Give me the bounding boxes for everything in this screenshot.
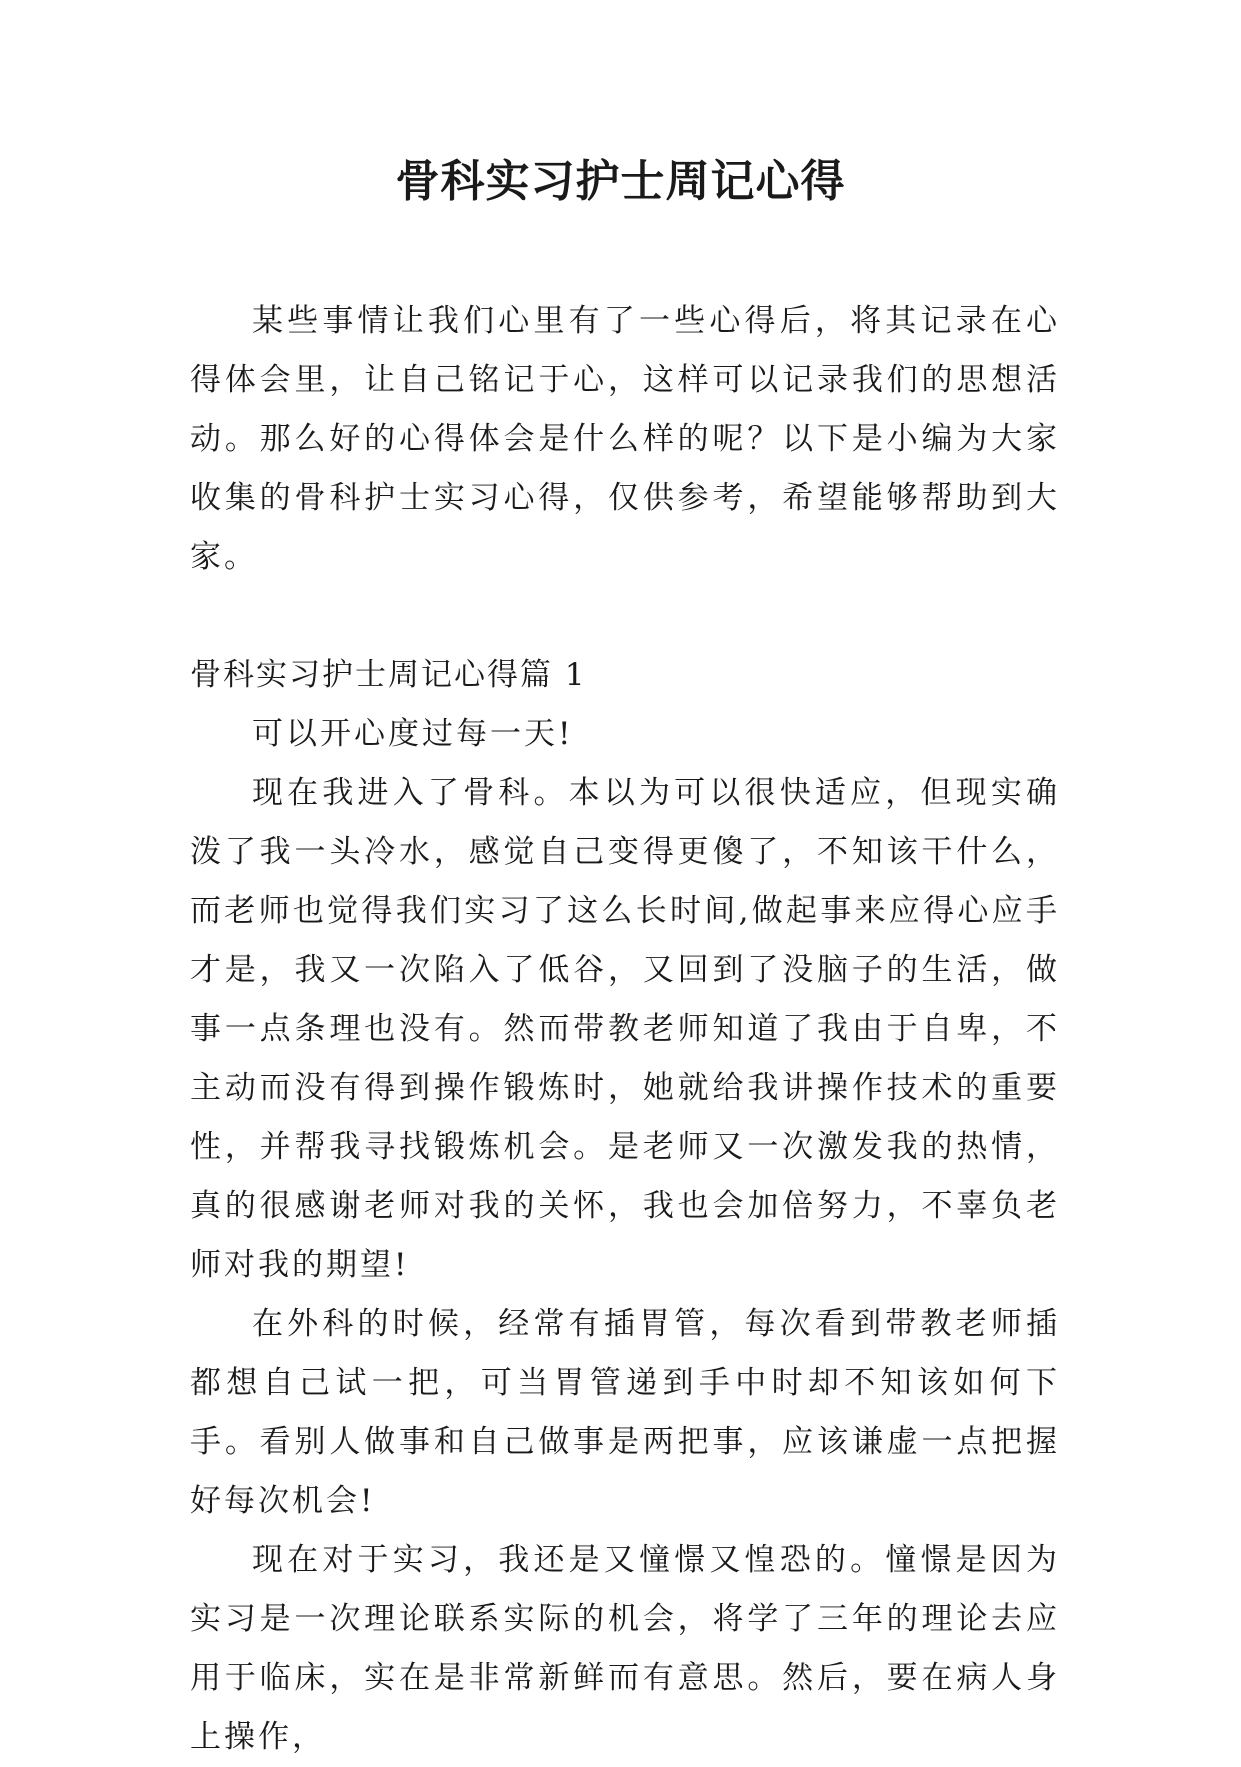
section-heading: 骨科实习护士周记心得篇 1 [190,657,587,693]
body-paragraph: 现在对于实习，我还是又憧憬又惶恐的。憧憬是因为实习是一次理论联系实际的机会，将学了三年的理论去应用于临床，实在是非常新鲜而有意思。然后，要在病人身上操作， [190,1542,1060,1755]
document-body [190,292,1060,1767]
body-paragraph: 在外科的时候，经常有插胃管，每次看到带教老师插都想自己试一把，可当胃管递到手中时却不知该如何下手。看别人做事和自己做事是两把事，应该谦虚一点把握好每次机会! [190,1306,1060,1519]
body-paragraph: 现在我进入了骨科。本以为可以很快适应，但现实确泼了我一头冷水，感觉自己变得更傻了，不知该干什么，而老师也觉得我们实习了这么长时间,做起事来应得心应手才是，我又一次陷入了低谷，又回到了没脑子的生活，做事一点条理也没有。然而带教老师知道了我由于自卑，不主动而没有得到操作锻炼时，她就给我讲操作技术的重要性，并帮我寻找锻炼机会。是老师又一次激发我的热情，真的很感谢老师对我的关怀，我也会加倍努力，不辜负老师对我的期望! [190,775,1060,1283]
body-paragraph: 可以开心度过每一天! [252,716,574,752]
document-title: 骨科实习护士周记心得 [395,156,846,207]
intro-paragraph: 某些事情让我们心里有了一些心得后，将其记录在心得体会里，让自己铭记于心，这样可以记录我们的思想活动。那么好的心得体会是什么样的呢？以下是小编为大家收集的骨科护士实习心得，仅供参考，希望能够帮助到大家。 [190,303,1060,575]
